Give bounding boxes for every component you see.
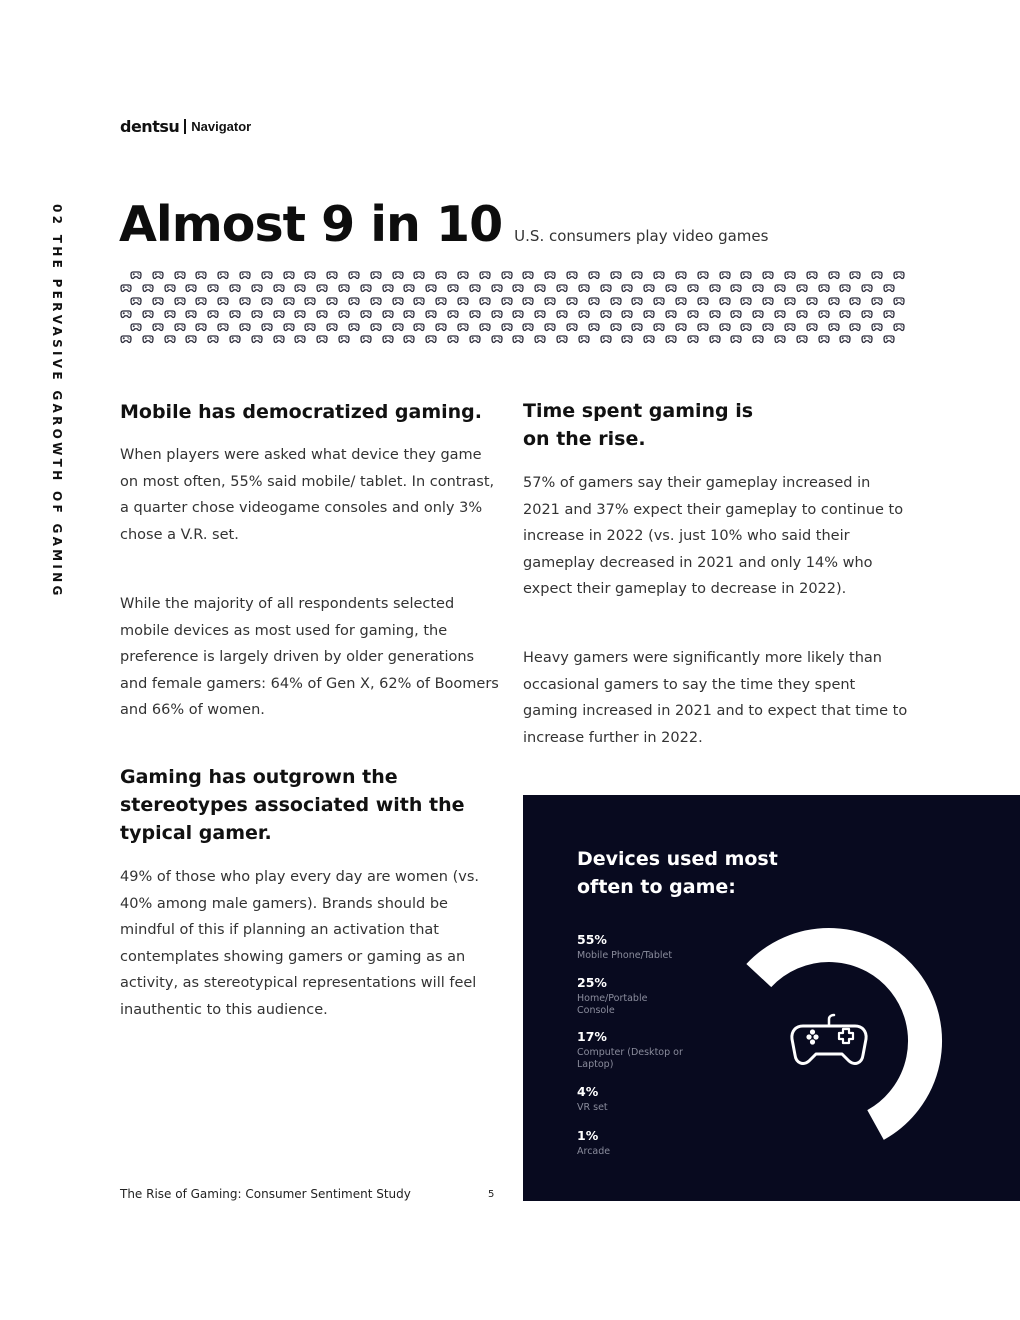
game-controller-icon [697,269,709,281]
game-controller-icon [893,321,905,333]
game-controller-icon [709,282,721,294]
game-controller-icon [403,308,415,320]
game-controller-icon [229,333,241,345]
game-controller-icon [348,295,360,307]
game-controller-icon [174,269,186,281]
game-controller-icon [675,321,687,333]
game-controller-icon [164,282,176,294]
game-controller-icon [164,333,176,345]
game-controller-icon [512,308,524,320]
game-controller-icon [578,282,590,294]
game-controller-icon [665,308,677,320]
game-controller-icon [578,308,590,320]
donut-chart [703,915,943,1155]
game-controller-icon [752,333,764,345]
game-controller-icon [687,308,699,320]
game-controller-icon [174,295,186,307]
game-controller-icon [610,269,622,281]
game-controller-icon [588,269,600,281]
game-controller-icon [447,282,459,294]
legend-item [577,1128,717,1158]
game-controller-icon [457,269,469,281]
stereotypes-paragraph: 49% of those who play every day are women (vs. 40% among male gamers). Brands should be mindful of this if planning an activation that contemplates showing gamers or gaming as an activity, as stereotypical representations will feel inauthentic to this audience. [120,869,479,1018]
game-controller-icon [348,321,360,333]
game-controller-icon [556,282,568,294]
game-controller-icon [740,295,752,307]
controller-icon-row [120,282,915,295]
game-controller-icon [469,282,481,294]
legend-label: Mobile Phone/Tablet [577,950,673,961]
game-controller-icon [861,308,873,320]
legend-item [577,975,717,1017]
game-controller-icon [762,295,774,307]
game-controller-icon [730,333,742,345]
game-controller-icon [491,308,503,320]
game-controller-icon [261,269,273,281]
game-controller-icon [130,295,142,307]
game-controller-icon [251,282,263,294]
time-spent-paragraph-1: 57% of gamers say their gameplay increased in 2021 and 37% expect their gameplay to continue to increase in 2022 (vs. just 10% who said their gameplay decreased in 2021 and only 14% who expect their gameplay to decrease in 2022). [523,475,904,598]
game-controller-icon [719,269,731,281]
game-controller-icon [719,295,731,307]
game-controller-icon [522,321,534,333]
game-controller-icon [326,269,338,281]
game-controller-icon [871,295,883,307]
game-controller-icon [403,282,415,294]
game-controller-icon [469,333,481,345]
game-controller-icon [195,295,207,307]
game-controller-icon [195,269,207,281]
game-controller-icon [600,308,612,320]
game-controller-icon [653,269,665,281]
game-controller-icon [261,295,273,307]
legend-item [577,1084,717,1114]
game-controller-icon [849,295,861,307]
game-controller-icon [392,295,404,307]
game-controller-icon [621,308,633,320]
game-controller-icon [893,295,905,307]
game-controller-icon [534,282,546,294]
time-spent-paragraph-2: Heavy gamers were significantly more likely than occasional gamers to say the time they spent gaming increased in 2021 and to expect that time to increase further in 2022. [523,650,908,746]
game-controller-icon [120,333,132,345]
game-controller-icon [239,269,251,281]
game-controller-icon [784,321,796,333]
headline [119,196,768,253]
game-controller-icon [610,321,622,333]
game-controller-icon [251,333,263,345]
game-controller-icon [883,282,895,294]
game-controller-icon [447,308,459,320]
devices-chart-panel [523,795,1020,1201]
game-controller-icon [643,282,655,294]
game-controller-icon [326,321,338,333]
game-controller-icon [479,295,491,307]
game-controller-icon [185,333,197,345]
game-controller-icon [675,295,687,307]
game-controller-icon [556,333,568,345]
game-controller-icon [806,295,818,307]
game-controller-icon [413,321,425,333]
game-controller-icon [621,333,633,345]
game-controller-icon [152,321,164,333]
game-controller-icon [239,321,251,333]
game-controller-icon [457,295,469,307]
game-controller-icon [360,333,372,345]
game-controller-icon [239,295,251,307]
game-controller-icon [784,295,796,307]
game-controller-icon [534,308,546,320]
game-controller-icon [544,321,556,333]
controller-icon-row [120,269,915,282]
game-controller-icon [849,321,861,333]
game-controller-icon [304,321,316,333]
game-controller-icon [294,308,306,320]
game-controller-icon [229,308,241,320]
game-controller-icon [512,282,524,294]
game-controller-icon [610,295,622,307]
game-controller-icon [512,333,524,345]
game-controller-icon [338,308,350,320]
section-side-label: 02 THE PERVASIVE GAROWTH OF GAMING [50,204,64,599]
brand-logo [120,117,251,136]
mobile-paragraph-2: While the majority of all respondents selected mobile devices as most used for gaming, the preference is largely driven by older generations and female gamers: 64% of Gen X, 62% of Boomers and 66% of women. [120,596,499,719]
game-controller-icon [501,269,513,281]
game-controller-icon [273,282,285,294]
headline-subtext: U.S. consumers play video games [514,227,769,245]
game-controller-icon [142,282,154,294]
game-controller-icon [774,282,786,294]
game-controller-icon [806,321,818,333]
game-controller-icon [828,295,840,307]
game-controller-icon [796,308,808,320]
game-controller-icon [740,269,752,281]
game-controller-icon [120,308,132,320]
game-controller-icon [370,295,382,307]
game-controller-icon [600,333,612,345]
game-controller-icon [142,333,154,345]
game-controller-icon [261,321,273,333]
game-controller-icon [861,282,873,294]
game-controller-icon [207,333,219,345]
footer-document-title: The Rise of Gaming: Consumer Sentiment Study [120,1187,411,1201]
game-controller-icon [403,333,415,345]
legend-label: Computer (Desktop or Laptop) [577,1047,683,1070]
legend-value: 4% [577,1084,599,1099]
game-controller-icon [600,282,612,294]
section-heading-time-spent: Time spent gaming is on the rise. [523,400,754,450]
game-controller-icon [360,282,372,294]
game-controller-icon [588,295,600,307]
product-name: Navigator [191,119,252,134]
controller-icon-grid [120,269,915,346]
game-controller-icon [774,308,786,320]
game-controller-icon [784,269,796,281]
game-controller-icon [566,295,578,307]
game-controller-icon [447,333,459,345]
legend-label: VR set [577,1102,608,1113]
game-controller-icon [326,295,338,307]
game-controller-icon [665,333,677,345]
section-heading-stereotypes: Gaming has outgrown the stereotypes associated with the typical gamer. [120,766,465,844]
game-controller-icon [370,321,382,333]
controller-icon-row [120,295,915,308]
game-controller-icon [818,308,830,320]
game-controller-icon [578,333,590,345]
game-controller-icon [316,308,328,320]
game-controller-icon [370,269,382,281]
game-controller-icon [229,282,241,294]
game-controller-icon [185,282,197,294]
game-controller-icon [217,321,229,333]
game-controller-icon [435,269,447,281]
game-controller-icon [283,269,295,281]
game-controller-icon [631,269,643,281]
game-controller-icon [130,321,142,333]
controller-icon-row [120,308,915,321]
game-controller-icon [675,269,687,281]
game-controller-icon [566,269,578,281]
controller-icon-row [120,321,915,334]
game-controller-icon [806,269,818,281]
donut-arc-mobile [759,945,925,1125]
legend-value: 17% [577,1029,607,1044]
game-controller-icon [828,269,840,281]
game-controller-icon [338,333,350,345]
game-controller-icon [709,333,721,345]
game-controller-icon [697,321,709,333]
headline-stat: Almost 9 in 10 [119,196,503,253]
game-controller-icon [839,282,851,294]
game-controller-icon [828,321,840,333]
game-controller-icon [566,321,578,333]
game-controller-icon [491,333,503,345]
section-heading-mobile: Mobile has democratized gaming. [120,401,482,423]
game-controller-icon [631,321,643,333]
game-controller-icon [621,282,633,294]
game-controller-icon [752,308,764,320]
game-controller-icon [207,308,219,320]
game-controller-icon [871,269,883,281]
game-controller-icon [185,308,197,320]
game-controller-icon [653,321,665,333]
legend-value: 1% [577,1128,599,1143]
game-controller-icon [283,321,295,333]
game-controller-icon [534,333,546,345]
game-controller-icon [730,308,742,320]
game-controller-icon [207,282,219,294]
game-controller-icon [348,269,360,281]
game-controller-icon [217,295,229,307]
game-controller-icon [762,321,774,333]
game-controller-icon [338,282,350,294]
game-controller-icon [120,282,132,294]
game-controller-icon [283,295,295,307]
game-controller-icon [687,282,699,294]
legend-label: Home/Portable Console [577,993,648,1016]
game-controller-icon [631,295,643,307]
game-controller-icon [457,321,469,333]
game-controller-icon [796,333,808,345]
legend-item [577,932,717,962]
legend-label: Arcade [577,1146,611,1157]
game-controller-icon [544,295,556,307]
legend-value: 55% [577,932,607,947]
game-controller-icon [316,333,328,345]
controller-icon-row [120,333,915,346]
game-controller-icon [839,308,851,320]
game-controller-icon [304,295,316,307]
game-controller-icon [273,308,285,320]
game-controller-icon [392,321,404,333]
game-controller-icon [839,333,851,345]
game-controller-icon [643,308,655,320]
game-controller-icon [294,333,306,345]
game-controller-icon [522,269,534,281]
game-controller-icon [392,269,404,281]
game-controller-icon [653,295,665,307]
footer-page-number: 5 [488,1189,495,1200]
game-controller-icon [382,333,394,345]
game-controller-icon [871,321,883,333]
game-controller-icon [316,282,328,294]
game-controller-icon [413,295,425,307]
game-controller-icon [273,333,285,345]
game-controller-icon [174,321,186,333]
game-controller-icon [195,321,207,333]
game-controller-icon [435,321,447,333]
legend-value: 25% [577,975,607,990]
game-controller-icon [491,282,503,294]
game-controller-icon [413,269,425,281]
game-controller-icon [893,269,905,281]
game-controller-icon [479,321,491,333]
game-controller-icon [752,282,764,294]
game-controller-icon [382,282,394,294]
game-controller-icon [425,308,437,320]
game-controller-icon [469,308,481,320]
game-controller-icon [861,333,873,345]
game-controller-icon [304,269,316,281]
logo-divider [184,119,186,134]
legend-item [577,1029,717,1071]
game-controller-icon [818,282,830,294]
game-controller-icon [425,333,437,345]
mobile-paragraph-1: When players were asked what device they game on most often, 55% said mobile/ tablet. In contrast, a quarter chose videogame consoles and only 3% chose a V.R. set. [120,447,495,543]
game-controller-icon [501,295,513,307]
game-controller-icon [142,308,154,320]
game-controller-icon [522,295,534,307]
game-controller-icon [665,282,677,294]
game-controller-icon [152,295,164,307]
game-controller-icon [435,295,447,307]
game-controller-icon [251,308,263,320]
game-controller-icon [849,269,861,281]
game-controller-icon [796,282,808,294]
game-controller-icon [130,269,142,281]
game-controller-icon [883,333,895,345]
game-controller-icon [883,308,895,320]
game-controller-icon [152,269,164,281]
game-controller-icon [164,308,176,320]
game-controller-icon [360,308,372,320]
game-controller-icon [687,333,699,345]
game-controller-icon [217,269,229,281]
game-controller-icon [294,282,306,294]
game-controller-icon [501,321,513,333]
game-controller-icon [709,308,721,320]
game-controller-icon [818,333,830,345]
game-controller-icon [740,321,752,333]
game-controller-icon [792,1015,866,1063]
game-controller-icon [762,269,774,281]
game-controller-icon [556,308,568,320]
game-controller-icon [425,282,437,294]
game-controller-icon [643,333,655,345]
chart-title: Devices used most often to game: [577,848,778,898]
game-controller-icon [544,269,556,281]
game-controller-icon [774,333,786,345]
brand-name: dentsu [120,117,180,136]
game-controller-icon [588,321,600,333]
game-controller-icon [730,282,742,294]
game-controller-icon [382,308,394,320]
game-controller-icon [697,295,709,307]
game-controller-icon [719,321,731,333]
game-controller-icon [479,269,491,281]
